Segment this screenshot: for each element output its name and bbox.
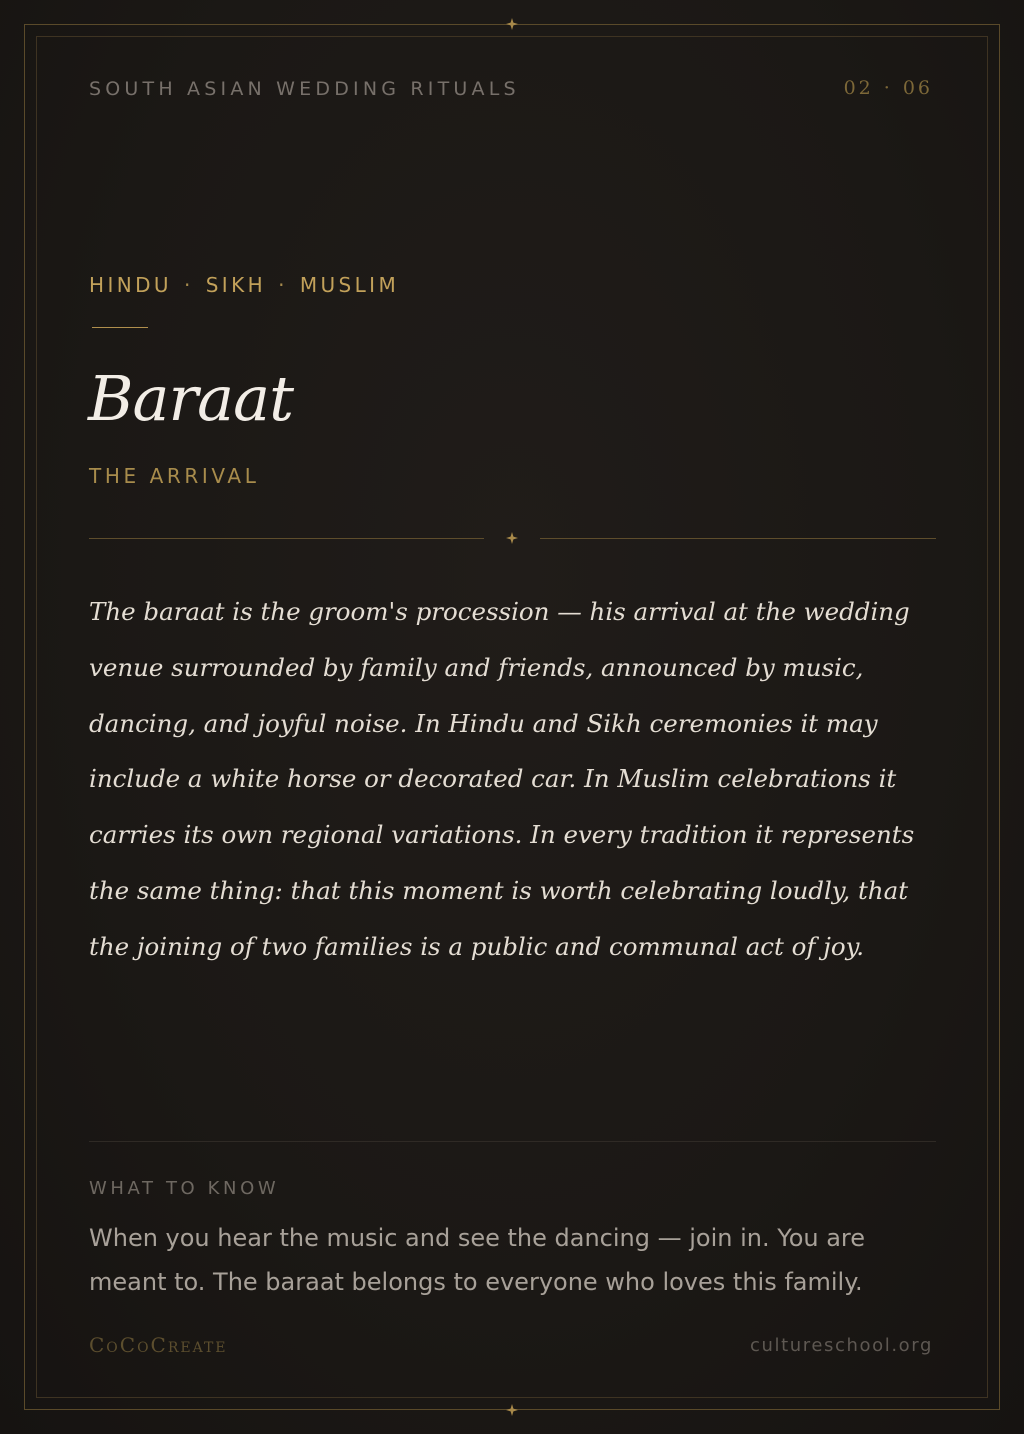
tradition-separator: · [278, 273, 288, 297]
page-current: 02 [843, 77, 874, 99]
site-url: cultureschool.org [749, 1335, 933, 1356]
diamond-star-icon [506, 18, 518, 30]
diamond-star-icon [506, 532, 518, 544]
description-text: The baraat is the groom's procession — his arrival at the wedding venue surrounded by family and friends, announced by music, dancing, and joyful noise. In Hindu and Sikh ceremonies it may include a white horse or decorated car. In Muslim celebrations it carries its own regional variations. In every tradition it represents the same thing: that this moment is worth celebrating loudly, that the joining of two families is a public and communal act of joy. [89, 597, 915, 961]
divider-right [540, 538, 936, 539]
tradition-list [89, 273, 399, 297]
divider-left [89, 538, 484, 539]
tradition-hindu: HINDU [89, 273, 172, 297]
series-title: SOUTH ASIAN WEDDING RITUALS [89, 78, 520, 100]
page-subtitle: THE ARRIVAL [89, 464, 260, 488]
section-divider [89, 1141, 936, 1142]
page-title: Baraat [88, 362, 294, 435]
diamond-star-icon [506, 1404, 518, 1416]
tradition-muslim: MUSLIM [299, 273, 400, 297]
page-separator: · [883, 77, 893, 99]
what-to-know-heading: WHAT TO KNOW [89, 1178, 280, 1199]
brand-logo: CoCoCreate [89, 1333, 228, 1357]
page-indicator [844, 77, 933, 99]
page-total: 06 [902, 77, 933, 99]
accent-rule [92, 327, 148, 328]
tradition-sikh: SIKH [205, 273, 267, 297]
tradition-separator: · [183, 273, 194, 297]
what-to-know-text: When you hear the music and see the dancing — join in. You are meant to. The baraat belongs to everyone who loves this family. [89, 1224, 866, 1296]
